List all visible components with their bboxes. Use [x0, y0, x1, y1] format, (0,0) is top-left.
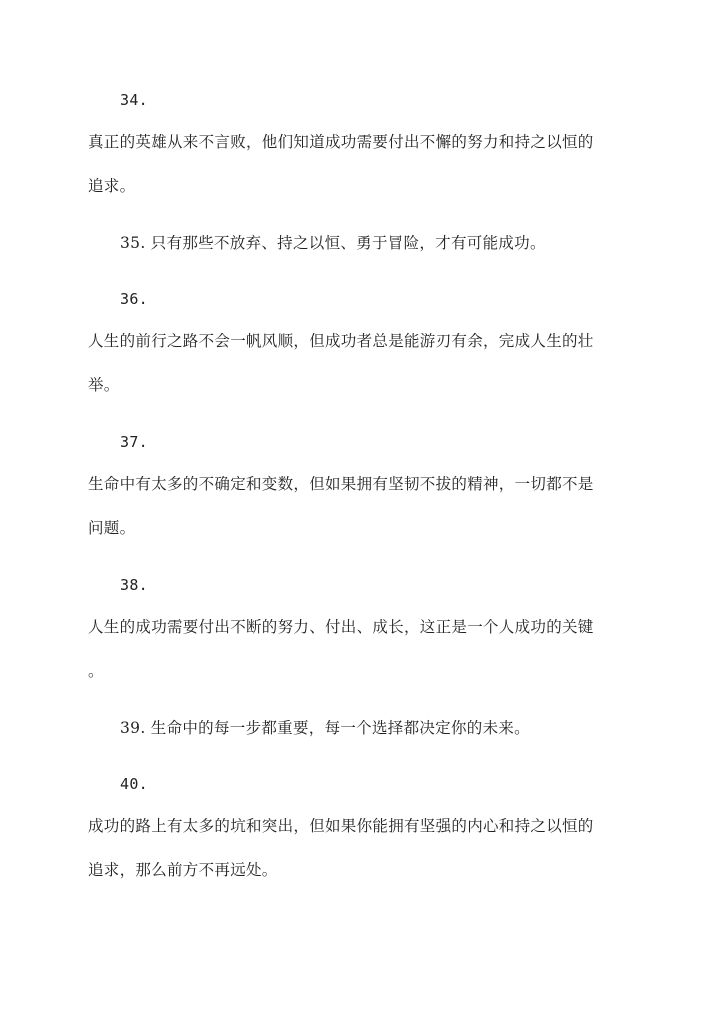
item-38-line-1: 人生的成功需要付出不断的努力、付出、成长，这正是一个人成功的关键 — [88, 618, 594, 636]
item-35-text: 35. 只有那些不放弃、持之以恒、勇于冒险，才有可能成功。 — [120, 234, 546, 252]
item-38-line-2: 。 — [88, 662, 104, 680]
item-34-number: 34. — [120, 91, 148, 109]
item-40-number: 40. — [120, 775, 148, 793]
item-37-number: 37. — [120, 433, 148, 451]
item-36-line-1: 人生的前行之路不会一帆风顺，但成功者总是能游刃有余，完成人生的壮 — [88, 332, 594, 350]
item-36-line-2: 举。 — [88, 376, 120, 394]
item-40-line-1: 成功的路上有太多的坑和突出，但如果你能拥有坚强的内心和持之以恒的 — [88, 817, 594, 835]
item-38-number: 38. — [120, 576, 148, 594]
item-37-line-1: 生命中有太多的不确定和变数，但如果拥有坚韧不拔的精神，一切都不是 — [88, 475, 594, 493]
item-37-line-2: 问题。 — [88, 519, 136, 537]
item-39-text: 39. 生命中的每一步都重要，每一个选择都决定你的未来。 — [120, 719, 530, 737]
item-34-line-2: 追求。 — [88, 177, 136, 195]
item-36-number: 36. — [120, 290, 148, 308]
item-34-line-1: 真正的英雄从来不言败，他们知道成功需要付出不懈的努力和持之以恒的 — [88, 133, 594, 151]
item-40-line-2: 追求，那么前方不再远处。 — [88, 861, 278, 879]
